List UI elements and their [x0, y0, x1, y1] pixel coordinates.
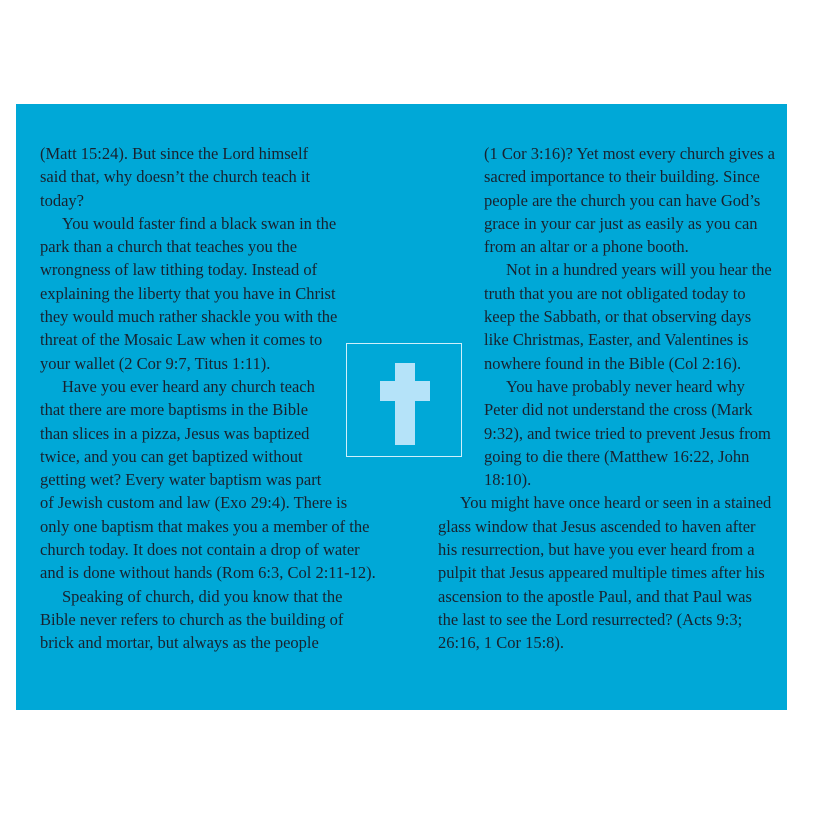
cross-panel	[346, 343, 462, 457]
body-paragraph: Speaking of church, did you know that the Bible never refers to church as the building of brick and mortar, but always as the people	[40, 586, 344, 653]
right-column	[438, 142, 775, 710]
body-paragraph: Not in a hundred years will you hear the truth that you are not obligated today to keep the Sabbath, or that observing days like Christmas, Easter, and Valentines is nowhere found in the Bible (Col 2:16).	[484, 260, 772, 373]
body-paragraph: (1 Cor 3:16)? Yet most every church gives a sacred importance to their building. Since people are the church you can have God’s grace in your car just as easily as you can from an altar or a phone booth.	[484, 144, 775, 257]
body-paragraph: (Matt 15:24). But since the Lord himself said that, why doesn’t the church teach it today?	[40, 144, 311, 210]
left-column	[40, 142, 380, 710]
cross-icon	[347, 344, 461, 456]
tract-page	[16, 104, 787, 710]
body-paragraph: You would faster find a black swan in the park than a church that teaches you the wrongness of law tithing today. Instead of explaining the liberty that you have in Christ they would much rather shackle you with the threat of the Mosaic Law when it comes to your wallet (2 Cor 9:7, Titus 1:11).	[40, 213, 338, 373]
body-paragraph: Have you ever heard any church teach that there are more baptisms in the Bible than slices in a pizza, Jesus was baptized twice, and you can get baptized without getting wet? Every water baptism was part of Jewish custom and law (Exo 29:4). There is only one baptism that makes you a member of the church today. It does not contain a drop of water and is done without hands (Rom 6:3, Col 2:11-12).	[40, 376, 376, 583]
body-paragraph: You have probably never heard why Peter did not understand the cross (Mark 9:32), and twice tried to prevent Jesus from going to die there (Matthew 16:22, John 18:10).	[484, 376, 771, 490]
cross-icon-vertical-bar	[395, 363, 415, 445]
cross-icon-horizontal-bar	[380, 381, 430, 401]
body-paragraph: You might have once heard or seen in a stained glass window that Jesus ascended to haven after his resurrection, but have you ever heard from a pulpit that Jesus appeared multiple times after his ascension to the apostle Paul, and that Paul was the last to see the Lord resurrected? (Acts 9:3; 26:16, 1 Cor 15:8).	[438, 493, 772, 653]
